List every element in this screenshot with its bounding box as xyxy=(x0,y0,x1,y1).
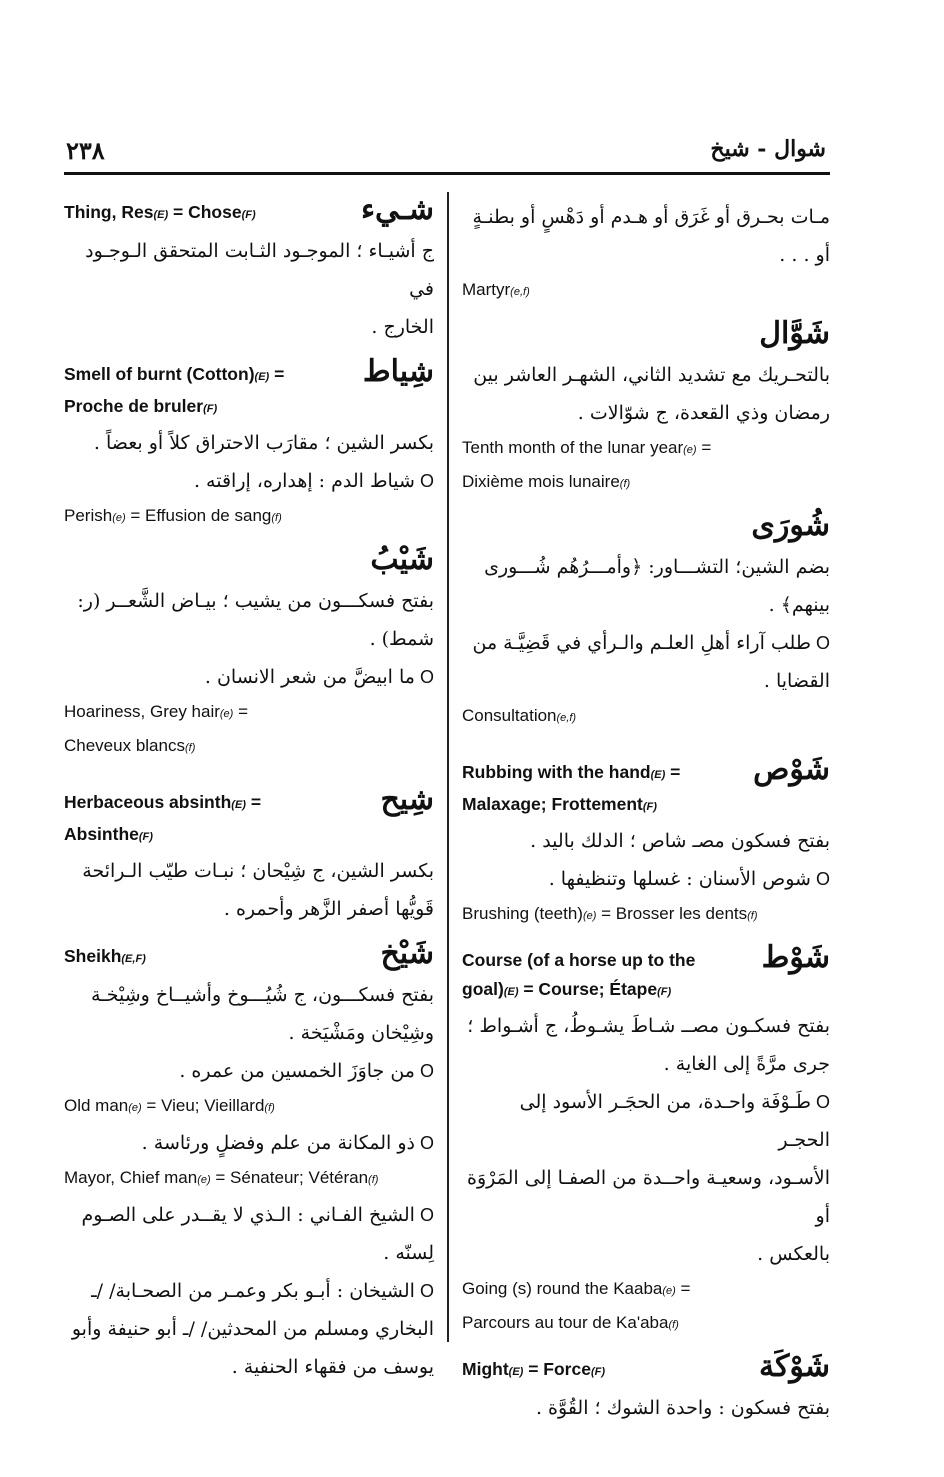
sense-bullet: O الشيخ الفـاني : الـذي لا يقــدر على الصـوم xyxy=(64,1196,434,1234)
english-gloss: goal)(E) = Course; Étape(F) xyxy=(462,979,672,999)
arabic-definition: بالتحـريك مع تشديد الثاني، الشهـر العاشر بين xyxy=(473,364,830,386)
headword: شَوَّال xyxy=(759,316,830,351)
arabic-definition: بفتح فسكون : واحدة الشوك ؛ القُوَّة . xyxy=(535,1397,830,1419)
arabic-definition: وشِيْخان ومَشْيَخة . xyxy=(288,1022,434,1044)
sense-bullet: O شياط الدم : إهداره، إراقته . xyxy=(64,462,434,500)
section-title: شوال - شيخ xyxy=(710,136,826,162)
entry-shawt xyxy=(462,940,830,1341)
english-gloss: Might(E) = Force(F) xyxy=(462,1359,605,1379)
entry-shayb xyxy=(64,542,434,764)
arabic-definition: بضم الشين؛ التشـــاور: ﴿وأمـــرُهُم شُـــورى xyxy=(484,556,830,578)
arabic-definition: أو . . . xyxy=(779,244,830,266)
arabic-definition: جرى مرَّةً إلى الغاية . xyxy=(663,1053,830,1075)
arabic-definition: بكسر الشين، ج شِيْحان ؛ نبـات طيّب الـرائحة xyxy=(82,860,434,882)
headword: شُورَى xyxy=(751,508,830,543)
sense-bullet: O طلب آراء أهلِ العلـم والـرأي في قَضِيَّـة من xyxy=(462,624,830,662)
entry-shawka xyxy=(462,1349,830,1427)
entry-shih xyxy=(64,782,434,928)
arabic-definition: بفتح فسكون مصـ شاص ؛ الدلك باليد . xyxy=(530,830,830,852)
english-gloss: Sheikh(E,F) xyxy=(64,946,146,966)
arabic-definition: قَويُّها أصفر الزَّهر وأحمره . xyxy=(223,898,434,920)
translation: Parcours au tour de Ka'aba(f) xyxy=(462,1313,679,1332)
translation: Dixième mois lunaire(f) xyxy=(462,472,631,491)
headword: شَوْكَة xyxy=(758,1349,830,1384)
translation: Old man(e) = Vieu; Vieillard(f) xyxy=(64,1096,275,1115)
arabic-definition: لِسنّه . xyxy=(383,1242,434,1264)
translation: Cheveux blancs(f) xyxy=(64,736,196,755)
translation: Brushing (teeth)(e) = Brosser les dents(f) xyxy=(462,904,758,923)
entry-shura xyxy=(462,508,830,734)
arabic-definition: يوسف من فقهاء الحنفية . xyxy=(231,1356,434,1378)
arabic-definition: بالعكس . xyxy=(757,1243,830,1265)
arabic-definition: رمضان وذي القعدة، ج شوّالات . xyxy=(577,402,830,424)
header-rule xyxy=(64,172,830,175)
arabic-definition: مـات بحـرق أو غَرَق أو هـدم أو دَهْسٍ أو بطنـةٍ xyxy=(472,206,830,228)
entry-shaws xyxy=(462,752,830,932)
arabic-definition: الخارج . xyxy=(371,316,434,338)
sense-bullet: O ما ابيضَّ من شعر الانسان . xyxy=(64,658,434,696)
translation: Consultation(e,f) xyxy=(462,706,577,725)
page-number: ٢٣٨ xyxy=(66,136,105,165)
entry-shiyat xyxy=(64,354,434,534)
arabic-definition: الأسـود، وسعيـة واحــدة من الصفـا إلى المَرْوَة أو xyxy=(467,1167,830,1227)
column-divider xyxy=(447,192,449,1342)
english-gloss: Malaxage; Frottement(F) xyxy=(462,794,657,814)
translation: Martyr(e,f) xyxy=(462,280,530,299)
translation: Going (s) round the Kaaba(e) = xyxy=(462,1279,691,1298)
headword: شَوْط xyxy=(761,940,830,975)
translation: Perish(e) = Effusion de sang(f) xyxy=(64,506,282,525)
translation: Mayor, Chief man(e) = Sénateur; Vétéran(f) xyxy=(64,1168,379,1187)
entry-martyr xyxy=(462,198,830,308)
english-gloss: Course (of a horse up to the xyxy=(462,950,696,970)
english-gloss: Proche de bruler(F) xyxy=(64,396,218,416)
headword: شِيح xyxy=(380,782,434,817)
arabic-definition: بينهم﴾ . xyxy=(768,594,830,616)
entry-shaykh xyxy=(64,936,434,1386)
sense-bullet: O من جاوَزَ الخمسين من عمره . xyxy=(64,1052,434,1090)
arabic-definition: شمط) . xyxy=(369,628,434,650)
entry-shawwal xyxy=(462,316,830,500)
headword: شَيْخ xyxy=(380,936,434,971)
sense-bullet: O شوص الأسنان : غسلها وتنظيفها . xyxy=(462,860,830,898)
entry-shay xyxy=(64,192,434,346)
arabic-definition: ج أشيـاء ؛ الموجـود الثـابت المتحقق الـوجـود في xyxy=(85,240,434,300)
translation: Tenth month of the lunar year(e) = xyxy=(462,438,712,457)
english-gloss: Smell of burnt (Cotton)(E) = xyxy=(64,364,285,384)
arabic-definition: البخاري ومسلم من المحدثين/ /ـ أبو حنيفة وأبو xyxy=(71,1318,434,1340)
arabic-definition: بفتح فسكـــون، ج شُيُـــوخ وأشيــاخ وشِيْخـة xyxy=(90,984,434,1006)
english-gloss: Rubbing with the hand(E) = xyxy=(462,762,681,782)
arabic-definition: بكسر الشين ؛ مقارَب الاحتراق كلاً أو بعضاً . xyxy=(93,432,434,454)
sense-bullet: O طَـوْفَة واحـدة، من الحجَـر الأسود إلى الحجـر xyxy=(462,1083,830,1159)
arabic-definition: القضايا . xyxy=(763,670,830,692)
sense-bullet: O الشيخان : أبـو بكر وعمـر من الصحـابة/ /ـ xyxy=(64,1272,434,1310)
english-gloss: Thing, Res(E) = Chose(F) xyxy=(64,202,256,222)
headword: شِياط xyxy=(362,354,434,389)
headword: شَيْبُ xyxy=(370,542,434,577)
english-gloss: Absinthe(F) xyxy=(64,824,153,844)
sense-bullet: O ذو المكانة من علم وفضلٍ ورئاسة . xyxy=(64,1124,434,1162)
headword: شـيء xyxy=(360,192,434,227)
left-column xyxy=(64,192,434,1386)
arabic-definition: بفتح فسكـون مصــ شـاطَ يشـوطُ، ج أشـواط ؛ xyxy=(467,1015,830,1037)
right-column xyxy=(462,198,830,1427)
arabic-definition: بفتح فسكـــون من يشيب ؛ بيـاض الشَّعــر (ر: xyxy=(77,590,434,612)
translation: Hoariness, Grey hair(e) = xyxy=(64,702,248,721)
headword: شَوْص xyxy=(753,752,830,787)
english-gloss: Herbaceous absinth(E) = xyxy=(64,792,262,812)
